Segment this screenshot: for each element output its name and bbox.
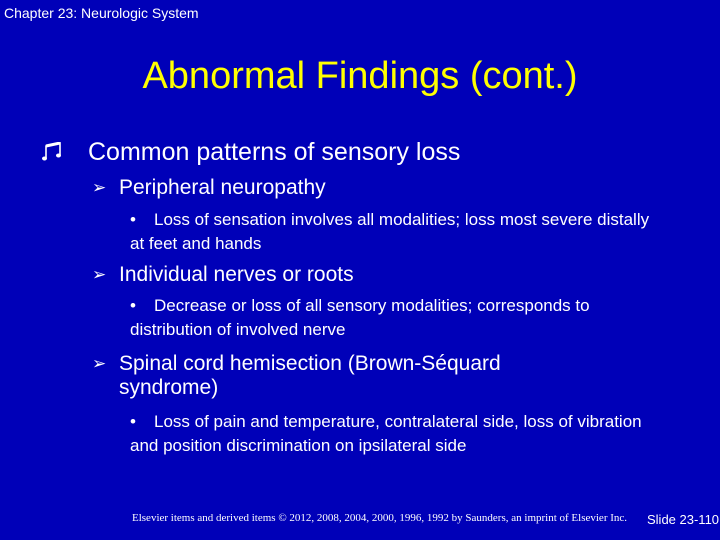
sub-item-label: Peripheral neuropathy xyxy=(119,176,326,199)
slide-number: Slide 23-110 xyxy=(647,512,720,527)
detail-text: Decrease or loss of all sensory modalities; corresponds to distribution of involved nerve xyxy=(130,296,590,339)
copyright-footer: Elsevier items and derived items © 2012, 2008, 2004, 2000, 1996, 1992 by Saunders, an imprint of Elsevier Inc. xyxy=(132,512,628,524)
main-bullet-text: Common patterns of sensory loss xyxy=(88,138,461,166)
arrow-bullet-icon: ➢ xyxy=(92,178,107,197)
chapter-label: Chapter 23: Neurologic System xyxy=(4,5,199,21)
sub-item-label: Spinal cord hemisection (Brown-Séquard syndrome) xyxy=(119,352,501,399)
detail-text: Loss of pain and temperature, contralateral side, loss of vibration and position discrimination on ipsilateral side xyxy=(130,412,642,455)
dot-bullet-icon: • xyxy=(130,412,136,431)
sub-item-label: Individual nerves or roots xyxy=(119,263,354,286)
slide-title: Abnormal Findings (cont.) xyxy=(142,55,578,97)
detail-text: Loss of sensation involves all modalities; loss most severe distally at feet and hands xyxy=(130,210,650,253)
arrow-bullet-icon: ➢ xyxy=(92,265,107,284)
arrow-bullet-icon: ➢ xyxy=(92,354,107,373)
dot-bullet-icon: • xyxy=(130,210,136,229)
dot-bullet-icon: • xyxy=(130,296,136,315)
musical-notes-icon xyxy=(42,142,64,162)
